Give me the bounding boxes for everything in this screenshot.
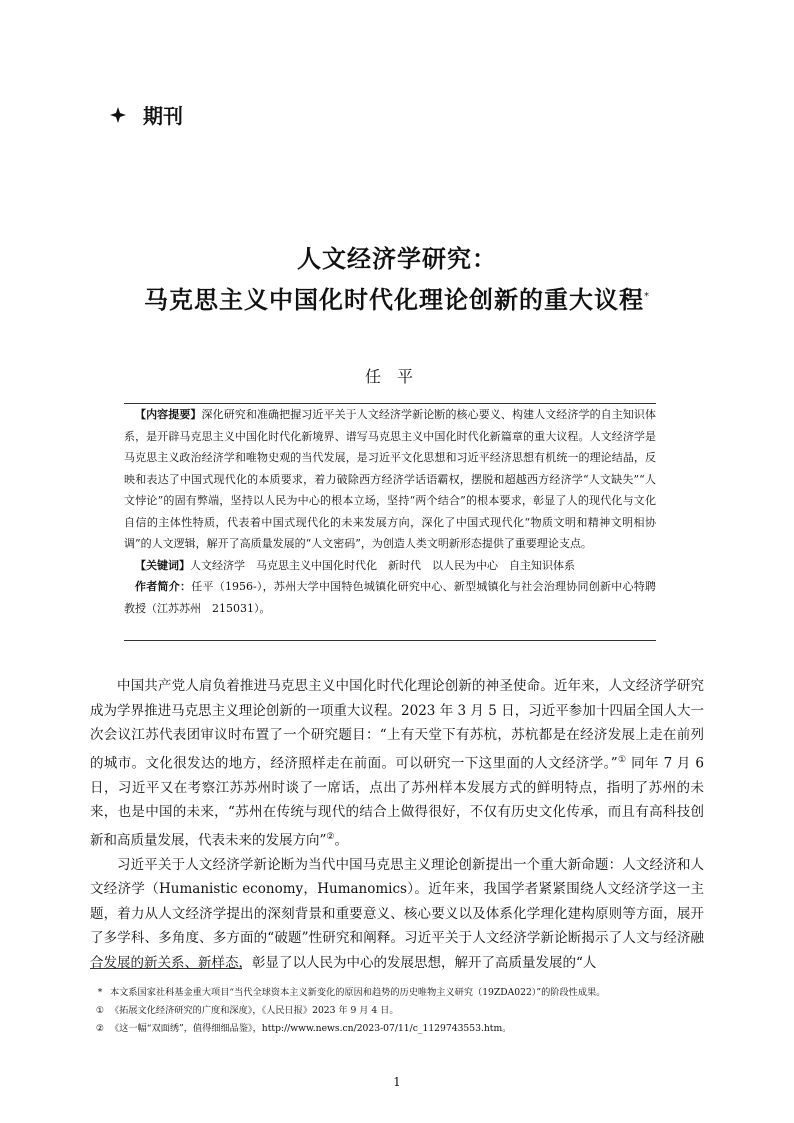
footnote-mark: ① bbox=[95, 1005, 105, 1016]
abstract-label: 【内容提要】 bbox=[135, 408, 202, 421]
page-number: 1 bbox=[393, 1075, 401, 1089]
footnote-divider bbox=[90, 968, 242, 969]
title-line-1: 人文经济学研究： bbox=[297, 245, 497, 273]
footnote-item bbox=[90, 984, 710, 1002]
title-line-2: 马克思主义中国化时代化理论创新的重大议程* bbox=[144, 286, 650, 314]
footnote-mark: ② bbox=[95, 1023, 105, 1034]
section-heading bbox=[110, 100, 183, 129]
footnote-item bbox=[90, 1020, 710, 1038]
keywords-text: 人文经济学 马克思主义中国化时代化 新时代 以人民为中心 自主知识体系 bbox=[190, 558, 575, 572]
author-name: 任平 bbox=[364, 367, 429, 386]
abstract bbox=[124, 404, 656, 555]
article-title bbox=[0, 240, 794, 319]
author-bio bbox=[124, 576, 656, 619]
footnote-text: 《这一幅“双面绣”，值得细细品鉴》，http://www.news.cn/2023-07/11/c_1129743553.htm。 bbox=[110, 1023, 512, 1034]
keywords-label: 【关键词】 bbox=[135, 558, 190, 572]
keywords bbox=[124, 555, 656, 577]
section-label: 期刊 bbox=[142, 104, 183, 128]
diamond-icon bbox=[110, 104, 128, 128]
footnotes bbox=[90, 984, 710, 1038]
abstract-text: 深化研究和准确把握习近平关于人文经济学新论断的核心要义、构建人文经济学的自主知识体系，是开辟马克思主义中国化时代化新境界、谱写马克思主义中国化时代化新篇章的重大议程。人文经济学是马克思主义政治经济学和唯物史观的当代发展，是习近平文化思想和习近平经济思想有机统一的理论结晶，反映和表达了中国式现代化的本质要求，着力破除西方经济学话语霸权，摆脱和超越西方经济学“人文缺失”“人文悖论”的固有弊端，坚持以人民为中心的根本立场，坚持“两个结合”的根本要求，彰显了人的现代化与文化自信的主体性特质，代表着中国式现代化的未来发展方向，深化了中国式现代化“物质文明和精神文明相协调”的人文逻辑，解开了高质量发展的“人文密码”，为创造人类文明新形态提供了重要理论支点。 bbox=[124, 408, 657, 550]
footnote-ref-1[interactable]: ① bbox=[617, 754, 627, 765]
author-bio-text: 任平（1956-），苏州大学中国特色城镇化研究中心、新型城镇化与社会治理协同创新中心特聘教授（江苏苏州 215031）。 bbox=[124, 580, 656, 615]
article-body bbox=[90, 674, 704, 975]
body-paragraph-2: 习近平关于人文经济学新论断为当代中国马克思主义理论创新提出一个重大新命题：人文经济和人文经济学（Humanistic economy，Humanomics）。近年来，我国学者紧紧围绕人文经济学这一主题，着力从人文经济学提出的深刻背景和重要意义、核心要义以及体系化学理化建构原则等方面，展开了多学科、多角度、多方面的“破题”性研究和阐释。习近平关于人文经济学新论断揭示了人文与经济融合发展的新关系、新样态，彰显了以人民为中心的发展思想，解开了高质量发展的“人 bbox=[90, 856, 704, 971]
abstract-box bbox=[124, 403, 656, 641]
footnote-item bbox=[90, 1002, 710, 1020]
footnote-text: 本文系国家社科基金重大项目“当代全球资本主义新变化的原因和趋势的历史唯物主义研究（19ZDA022）”的阶段性成果。 bbox=[110, 987, 606, 998]
body-paragraph-1: 中国共产党人肩负着推进马克思主义中国化时代化理论创新的神圣使命。近年来，人文经济学研究成为学界推进马克思主义理论创新的一项重大议程。2023 年 3 月 5 日，习近平参加十四届全国人大一次会议江苏代表团审议时布置了一个研究题目：“上有天堂下有苏杭，苏杭都是在经济发展上走在前列的城市。文化很发达的地方，经济照样走在前面。可以研究一下这里面的人文经济学。”① 同年 7 月 6 日，习近平又在考察江苏苏州时谈了一席话，点出了苏州样本发展方式的鲜明特点，指明了苏州的未来，也是中国的未来，“苏州在传统与现代的结合上做得很好，不仅有历史文化传承，而且有高科技创新和高质量发展，代表未来的发展方向”②。 bbox=[90, 678, 704, 848]
footnote-mark: * bbox=[97, 987, 103, 998]
footnote-text: 《拓展文化经济研究的广度和深度》，《人民日报》2023 年 9 月 4 日。 bbox=[110, 1005, 399, 1016]
title-footnote-mark: * bbox=[644, 291, 650, 302]
author-bio-label: 作者简介： bbox=[135, 580, 192, 593]
footnote-ref-2[interactable]: ② bbox=[326, 831, 335, 842]
